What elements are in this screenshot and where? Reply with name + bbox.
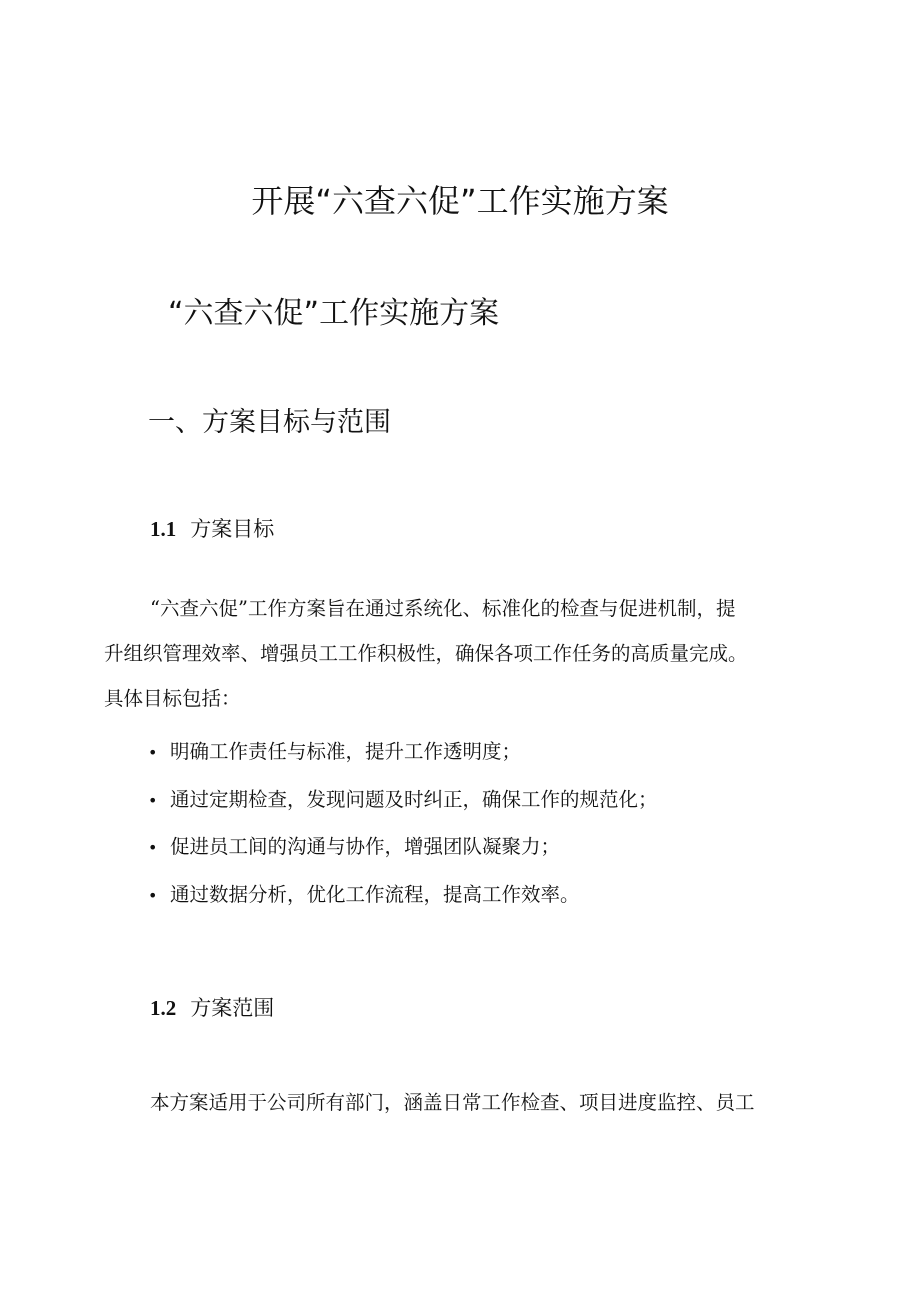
bullet-icon: • [148,885,158,905]
bullet-text: 通过定期检查，发现问题及时纠正，确保工作的规范化； [170,787,658,811]
goals-bullet-list [148,728,658,918]
bullet-item [148,823,658,871]
subsection-number: 1.2 [150,996,177,1020]
subsection-label: 方案目标 [190,517,275,541]
section-heading: 一、方案目标与范围 [148,407,391,438]
paragraph-line: 升组织管理效率、增强员工工作积极性，确保各项工作任务的高质量完成。 [104,642,748,665]
bullet-item [148,871,658,919]
bullet-icon: • [148,838,158,857]
bullet-text: 通过数据分析，优化工作流程，提高工作效率。 [170,882,580,906]
subsection-number: 1.1 [150,517,177,541]
document-title: 开展“六查六促”工作实施方案 [251,182,669,220]
paragraph-line: 具体目标包括： [104,687,241,710]
bullet-item [148,776,658,824]
document-subtitle: “六查六促”工作实施方案 [168,296,500,331]
bullet-text: 明确工作责任与标准，提升工作透明度； [170,740,522,763]
subsection-heading-scope [150,992,274,1022]
subsection-label: 方案范围 [190,996,275,1020]
bullet-icon: • [148,790,158,810]
bullet-item [148,728,658,776]
paragraph-line: 本方案适用于公司所有部门，涵盖日常工作检查、项目进度监控、员工 [150,1091,755,1114]
scope-paragraph [104,1080,820,1125]
paragraph-line: “六查六促”工作方案旨在通过系统化、标准化的检查与促进机制，提 [150,597,736,620]
goals-paragraph [104,586,820,721]
bullet-icon: • [148,743,158,762]
subsection-heading-goals [150,513,274,543]
bullet-text: 促进员工间的沟通与协作，增强团队凝聚力； [170,835,561,858]
